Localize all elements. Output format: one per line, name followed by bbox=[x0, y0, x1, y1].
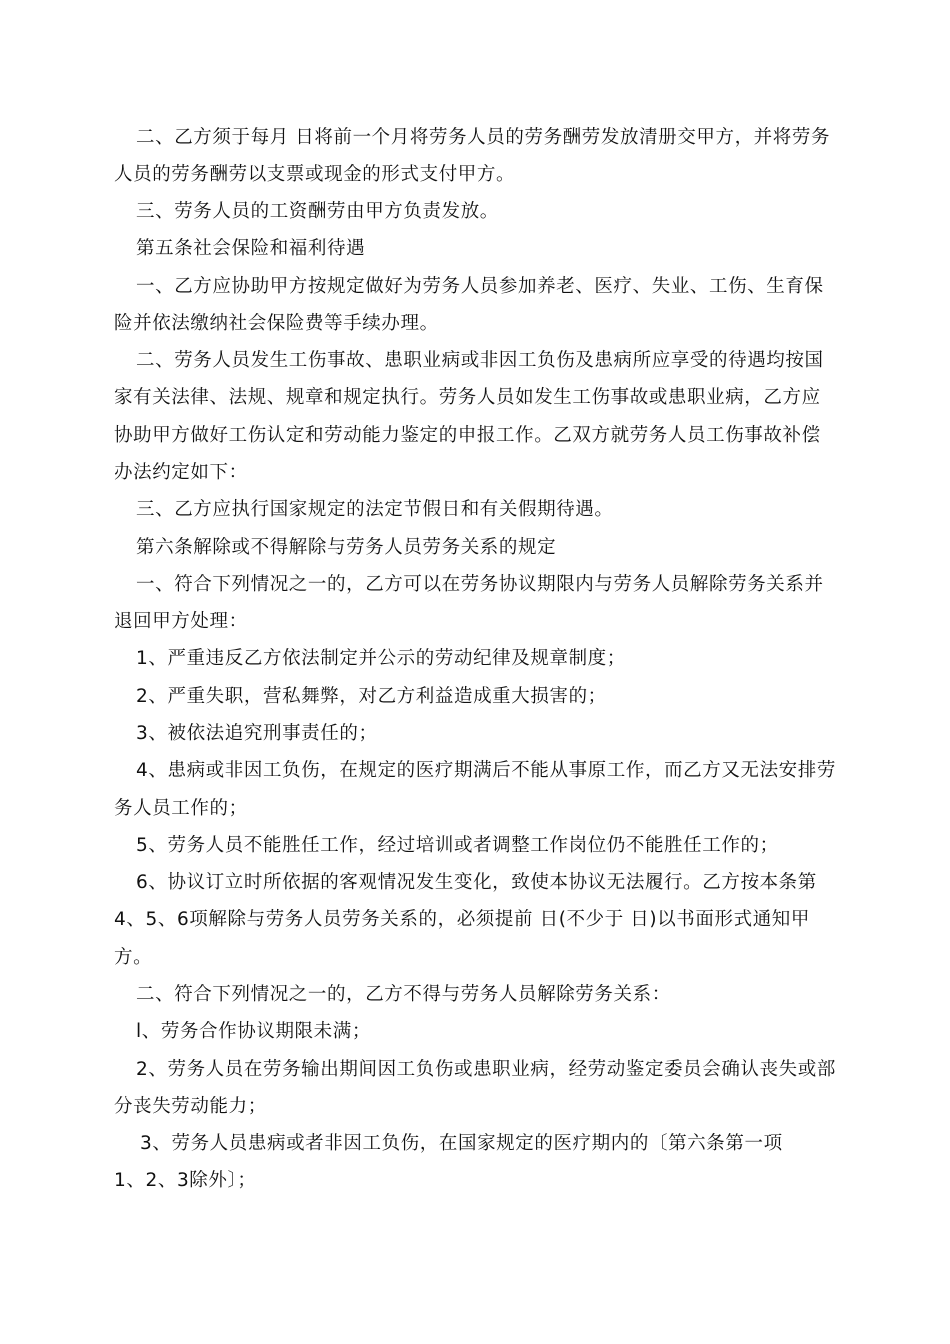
list-item: 3、劳务人员患病或者非因工负伤，在国家规定的医疗期内的〔第六条第一项 bbox=[140, 1133, 783, 1154]
text-line: 二、乙方须于每月 日将前一个月将劳务人员的劳务酬劳发放清册交甲方，并将劳务 bbox=[136, 127, 831, 148]
list-item: 4、患病或非因工负伤，在规定的医疗期满后不能从事原工作，而乙方又无法安排劳 bbox=[136, 760, 836, 781]
text-line: 分丧失劳动能力； bbox=[114, 1096, 267, 1117]
list-item: 2、严重失职，营私舞弊，对乙方利益造成重大损害的； bbox=[136, 686, 607, 707]
text-line: 1、2、3除外〕； bbox=[114, 1170, 257, 1191]
text-line: 退回甲方处理： bbox=[114, 611, 248, 632]
list-item: 1、严重违反乙方依法制定并公示的劳动纪律及规章制度； bbox=[136, 648, 626, 669]
text-line: 三、劳务人员的工资酬劳由甲方负责发放。 bbox=[136, 201, 499, 222]
text-line: 险并依法缴纳社会保险费等手续办理。 bbox=[114, 313, 439, 334]
text-line: 人员的劳务酬劳以支票或现金的形式支付甲方。 bbox=[114, 164, 516, 185]
text-line: 二、劳务人员发生工伤事故、患职业病或非因工负伤及患病所应享受的待遇均按国 bbox=[136, 350, 824, 371]
list-item: l、劳务合作协议期限未满； bbox=[136, 1021, 371, 1042]
text-line: 协助甲方做好工伤认定和劳动能力鉴定的申报工作。乙双方就劳务人员工伤事故补偿 bbox=[114, 425, 821, 446]
text-line: 家有关法律、法规、规章和规定执行。劳务人员如发生工伤事故或患职业病，乙方应 bbox=[114, 387, 821, 408]
section-heading: 第六条解除或不得解除与劳务人员劳务关系的规定 bbox=[136, 537, 557, 558]
list-item: 2、劳务人员在劳务输出期间因工负伤或患职业病，经劳动鉴定委员会确认丧失或部 bbox=[136, 1059, 836, 1080]
text-line: 办法约定如下： bbox=[114, 462, 248, 483]
text-line: 务人员工作的； bbox=[114, 798, 248, 819]
list-item: 6、协议订立时所依据的客观情况发生变化，致使本协议无法履行。乙方按本条第 bbox=[136, 872, 817, 893]
text-line: 一、乙方应协助甲方按规定做好为劳务人员参加养老、医疗、失业、工伤、生育保 bbox=[136, 276, 824, 297]
section-heading: 第五条社会保险和福利待遇 bbox=[136, 238, 366, 259]
text-line: 4、5、6项解除与劳务人员劳务关系的，必须提前 日(不少于 日)以书面形式通知甲 bbox=[114, 909, 811, 930]
text-line: 一、符合下列情况之一的，乙方可以在劳务协议期限内与劳务人员解除劳务关系并 bbox=[136, 574, 824, 595]
text-line: 二、符合下列情况之一的，乙方不得与劳务人员解除劳务关系： bbox=[136, 984, 671, 1005]
text-line: 三、乙方应执行国家规定的法定节假日和有关假期待遇。 bbox=[136, 499, 614, 520]
list-item: 5、劳务人员不能胜任工作，经过培训或者调整工作岗位仍不能胜任工作的； bbox=[136, 835, 779, 856]
list-item: 3、被依法追究刑事责任的； bbox=[136, 723, 378, 744]
text-line: 方。 bbox=[114, 947, 153, 968]
